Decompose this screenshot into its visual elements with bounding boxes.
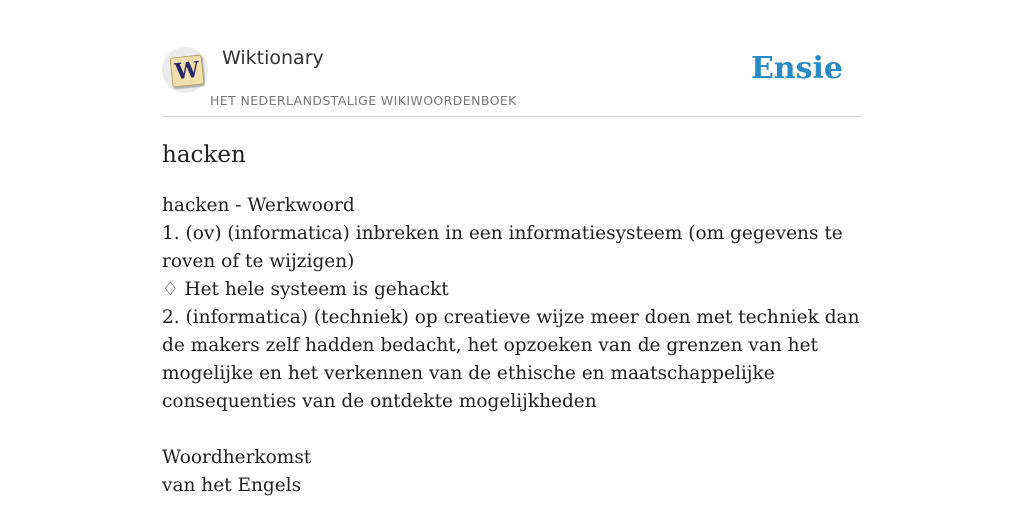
entry-content — [162, 192, 862, 500]
definition-2: 2. (informatica) (techniek) op creatieve wijze meer doen met techniek dan de makers zelf hadden bedacht, het opzoeken van de grenzen van het mogelijke en het verkennen van de ethische en maatschappelijke consequenties van de ontdekte mogelijkheden — [162, 307, 860, 412]
example-1: ♢ Het hele systeem is gehackt — [162, 279, 449, 300]
wiktionary-logo[interactable] — [162, 47, 208, 93]
spacer — [162, 416, 862, 444]
site-header — [162, 0, 862, 117]
ensie-brand-link[interactable]: Ensie — [750, 51, 843, 86]
site-name[interactable]: Wiktionary — [222, 47, 324, 69]
etymology-heading: Woordherkomst — [162, 447, 312, 468]
etymology-text: van het Engels — [162, 475, 302, 496]
site-tagline: HET NEDERLANDSTALIGE WIKIWOORDENBOEK — [210, 93, 517, 108]
entry-headword: hacken — [162, 142, 246, 168]
definition-1: 1. (ov) (informatica) inbreken in een informatiesysteem (om gegevens te roven of te wijzigen) — [162, 223, 843, 272]
part-of-speech-line: hacken - Werkwoord — [162, 195, 355, 216]
page-container — [162, 0, 862, 496]
w-tile-icon: W — [170, 54, 205, 87]
